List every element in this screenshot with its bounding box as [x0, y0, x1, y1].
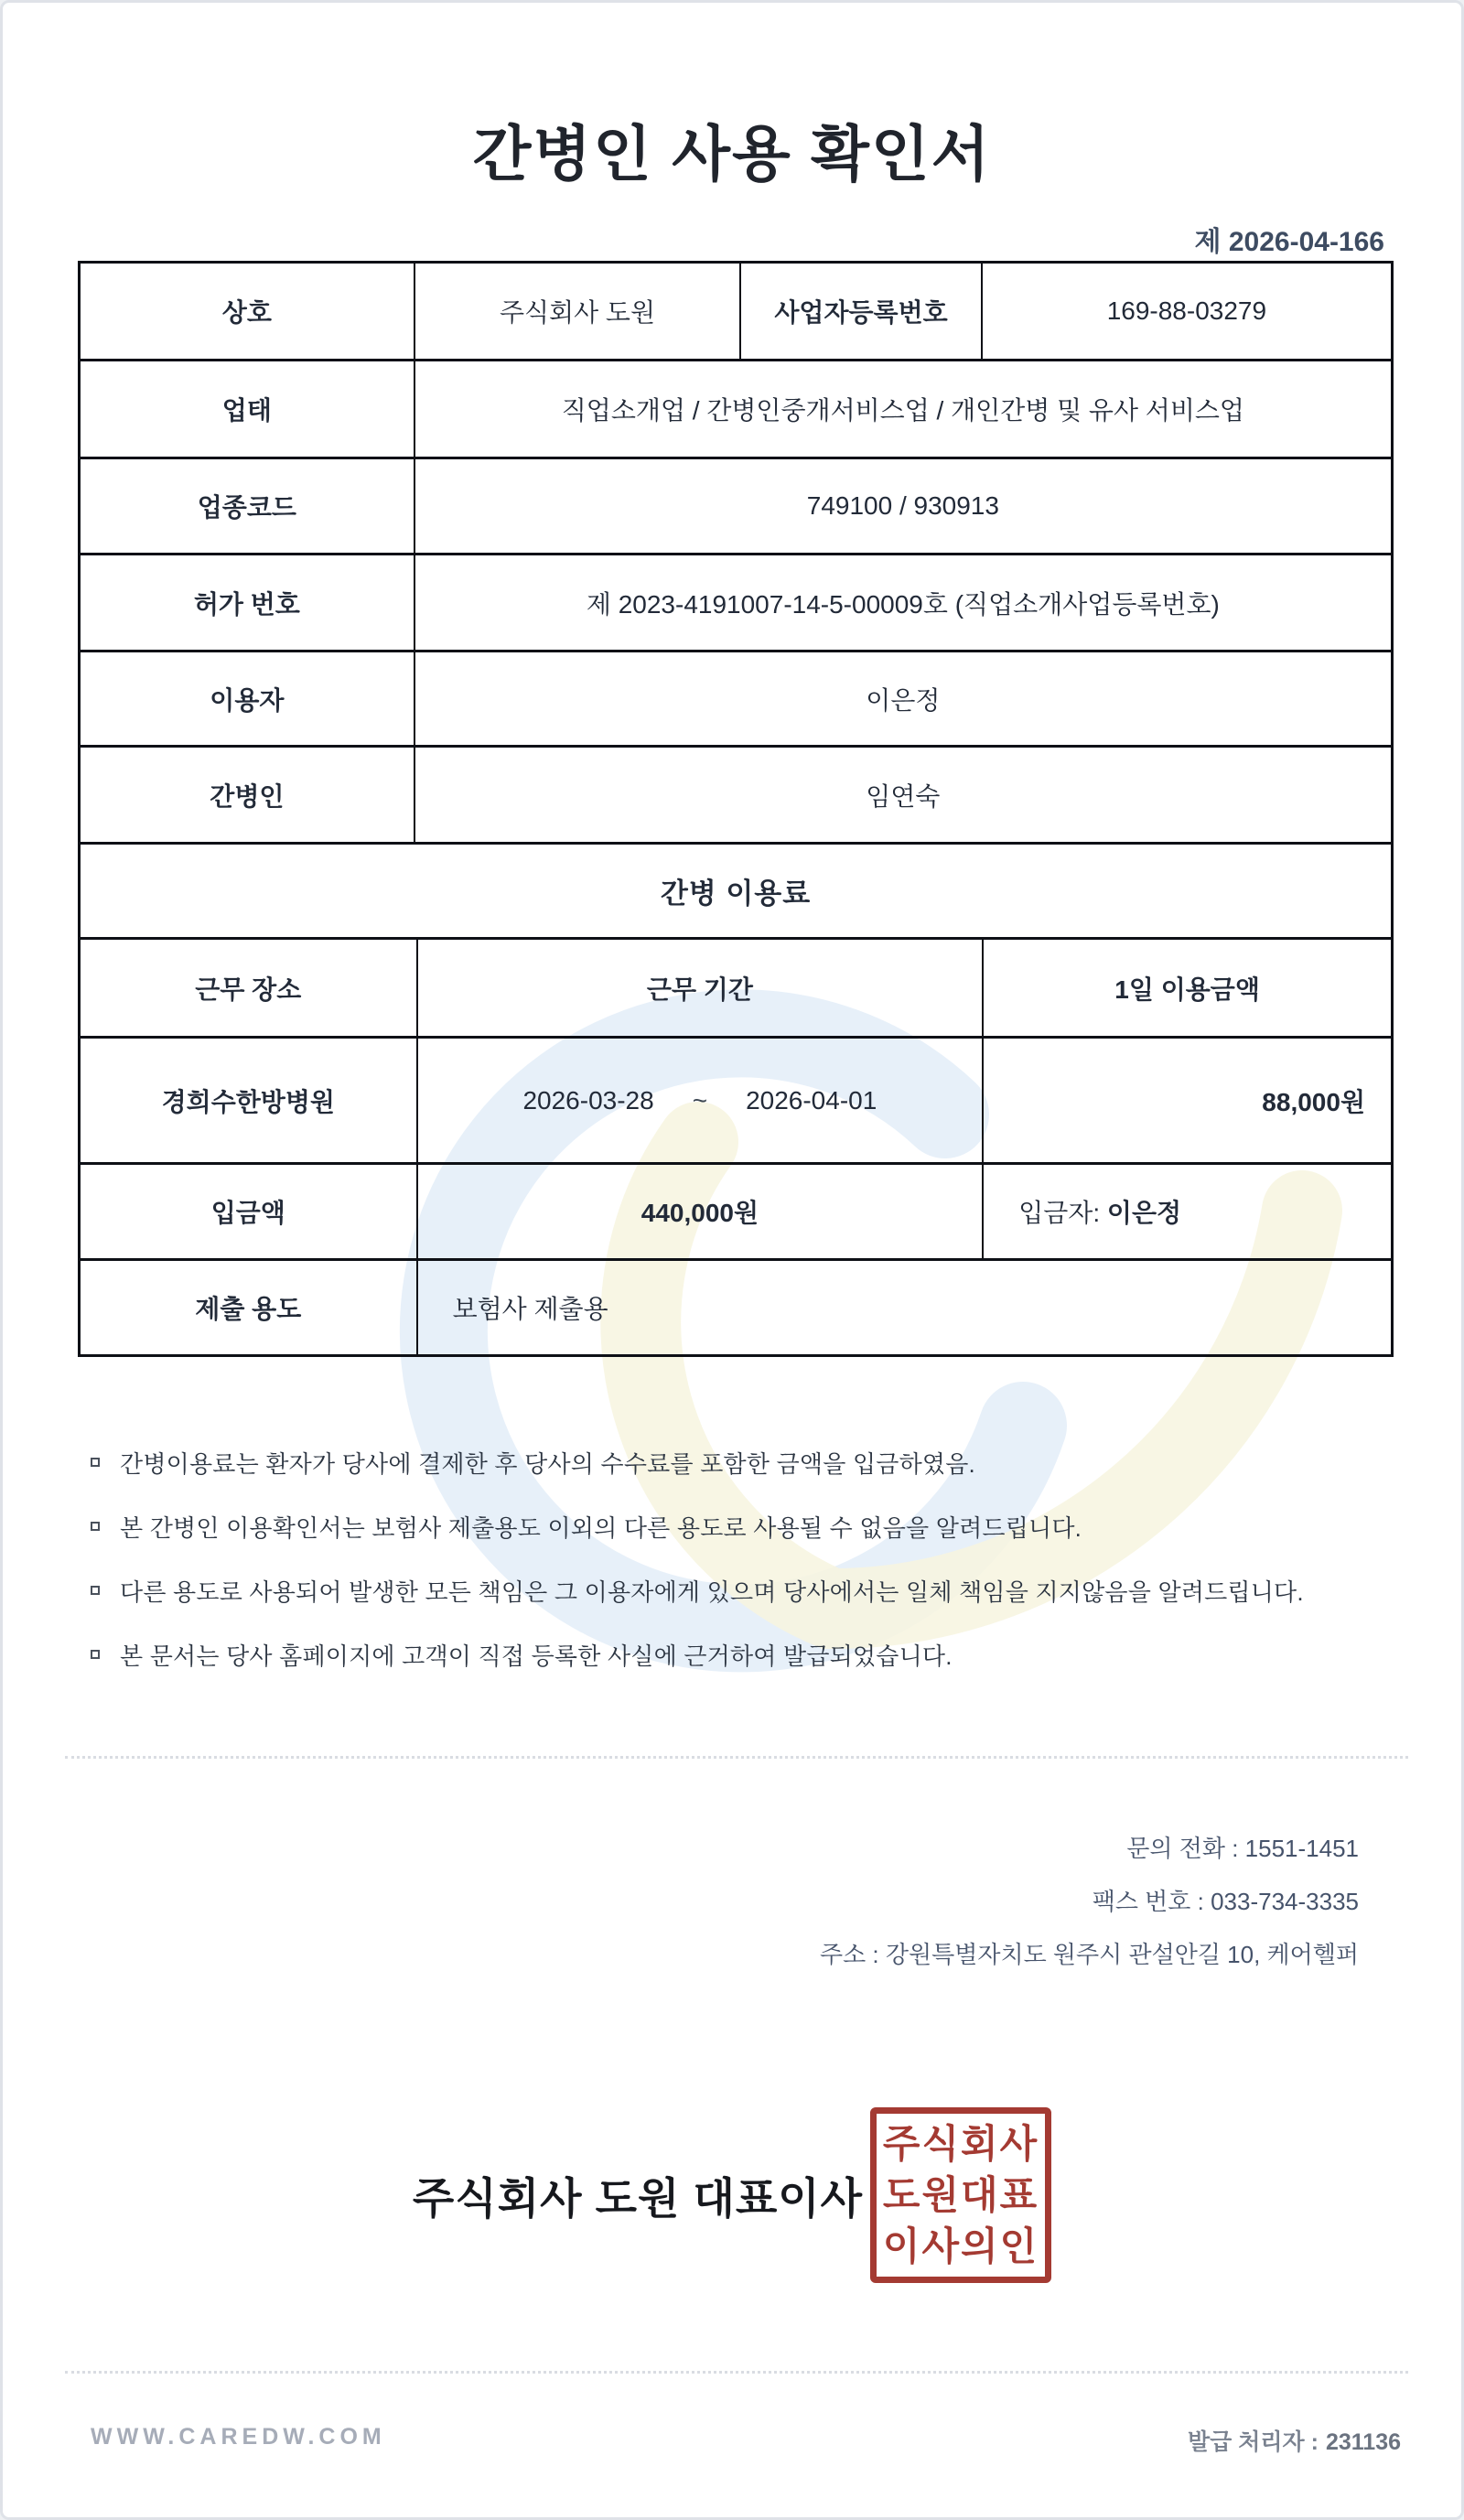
note-item [91, 1430, 1379, 1494]
table-row-deposit [81, 1162, 1391, 1258]
stamp-line: 이사의인 [882, 2224, 1039, 2268]
confirmation-table [78, 261, 1394, 1357]
note-text: 본 문서는 당사 홈페이지에 고객이 직접 등록한 사실에 근거하여 발급되었습니다. [120, 1642, 953, 1670]
contact-address: 주소 : 강원특별자치도 원주시 관설안길 10, 케어헬퍼 [819, 1941, 1359, 1968]
business-type-label: 업태 [221, 396, 272, 425]
corporate-seal-stamp [870, 2107, 1051, 2283]
caregiver-label: 간병인 [210, 781, 285, 811]
note-item [91, 1622, 1379, 1686]
period-value [416, 1039, 983, 1162]
contact-phone: 문의 전화 : 1551-1451 [1126, 1835, 1359, 1862]
period-start: 2026-03-28 [522, 1085, 654, 1115]
table-row-fee-headers [81, 937, 1391, 1036]
daily-fee-value: 88,000원 [982, 1039, 1391, 1162]
deposit-label: 입금액 [210, 1199, 285, 1227]
user-label: 이용자 [210, 685, 285, 715]
fee-section-title: 간병 이용료 [660, 878, 812, 910]
depositor-label: 입금자: [1018, 1199, 1101, 1227]
issuer-info [1188, 2424, 1401, 2457]
note-text: 간병이용료는 환자가 당사에 결제한 후 당사의 수수료를 포함한 금액을 입금하였음. [120, 1449, 975, 1478]
license-value: 제 2023-4191007-14-5-00009호 (직업소개사업등록번호) [414, 555, 1391, 650]
note-text: 본 간병인 이용확인서는 보험사 제출용도 이외의 다른 용도로 사용될 수 없음을 알려드립니다. [120, 1513, 1082, 1542]
workplace-label: 근무 장소 [195, 975, 302, 1004]
table-row-purpose [81, 1258, 1391, 1354]
square-bullet-icon [91, 1458, 100, 1467]
note-text: 다른 용도로 사용되어 발생한 모든 책임은 그 이용자에게 있으며 당사에서는 일체 책임을 지지않음을 알려드립니다. [120, 1578, 1304, 1606]
table-row-business-type [81, 359, 1391, 457]
daily-fee-label: 1일 이용금액 [982, 940, 1391, 1036]
purpose-value: 보험사 제출용 [416, 1261, 1391, 1354]
purpose-label: 제출 용도 [195, 1295, 302, 1323]
biz-reg-value: 169-88-03279 [981, 264, 1391, 359]
period-end: 2026-04-01 [746, 1085, 877, 1115]
dotted-divider-top [65, 1756, 1408, 1759]
company-label: 상호 [221, 298, 272, 327]
stamp-line: 주식회사 [882, 2121, 1039, 2166]
table-row-fee-values [81, 1036, 1391, 1162]
license-label: 허가 번호 [193, 589, 300, 619]
biz-reg-label: 사업자등록번호 [739, 264, 980, 359]
depositor-cell [982, 1165, 1391, 1258]
signature-row [3, 2105, 1461, 2285]
notes-list [91, 1430, 1379, 1686]
depositor-value: 이은정 [1106, 1199, 1182, 1227]
industry-code-label: 업종코드 [197, 493, 296, 522]
workplace-value: 경희수한방병원 [161, 1087, 335, 1116]
table-row-user [81, 650, 1391, 745]
business-type-value: 직업소개업 / 간병인중개서비스업 / 개인간병 및 유사 서비스업 [414, 361, 1391, 457]
dotted-divider-bottom [65, 2371, 1408, 2374]
issuer-value: 231136 [1325, 2429, 1401, 2455]
note-item [91, 1494, 1379, 1558]
table-row-caregiver [81, 745, 1391, 842]
caregiver-value: 임연숙 [414, 748, 1391, 842]
document-number: 제 2026-04-166 [1194, 227, 1384, 257]
table-row-license [81, 553, 1391, 650]
contact-fax: 팩스 번호 : 033-734-3335 [1092, 1888, 1359, 1915]
company-signature-title: 주식회사 도원 대표이사 [412, 2173, 864, 2223]
industry-code-value: 749100 / 930913 [414, 459, 1391, 553]
table-row-fee-section [81, 842, 1391, 937]
stamp-line: 도원대표 [882, 2172, 1039, 2217]
page-title: 간병인 사용 확인서 [472, 120, 992, 188]
square-bullet-icon [91, 1650, 100, 1659]
user-value: 이은정 [414, 652, 1391, 745]
period-tilde: ~ [692, 1085, 708, 1115]
contact-block [820, 1822, 1359, 1981]
table-row-company [81, 264, 1391, 359]
deposit-value: 440,000원 [416, 1165, 983, 1258]
period-label: 근무 기간 [416, 940, 983, 1036]
issuer-label: 발급 처리자 : [1187, 2429, 1319, 2455]
company-value: 주식회사 도원 [414, 264, 740, 359]
table-row-industry-code [81, 457, 1391, 553]
square-bullet-icon [91, 1522, 100, 1531]
website-url: WWW.CAREDW.COM [91, 2424, 386, 2450]
note-item [91, 1558, 1379, 1622]
square-bullet-icon [91, 1586, 100, 1595]
